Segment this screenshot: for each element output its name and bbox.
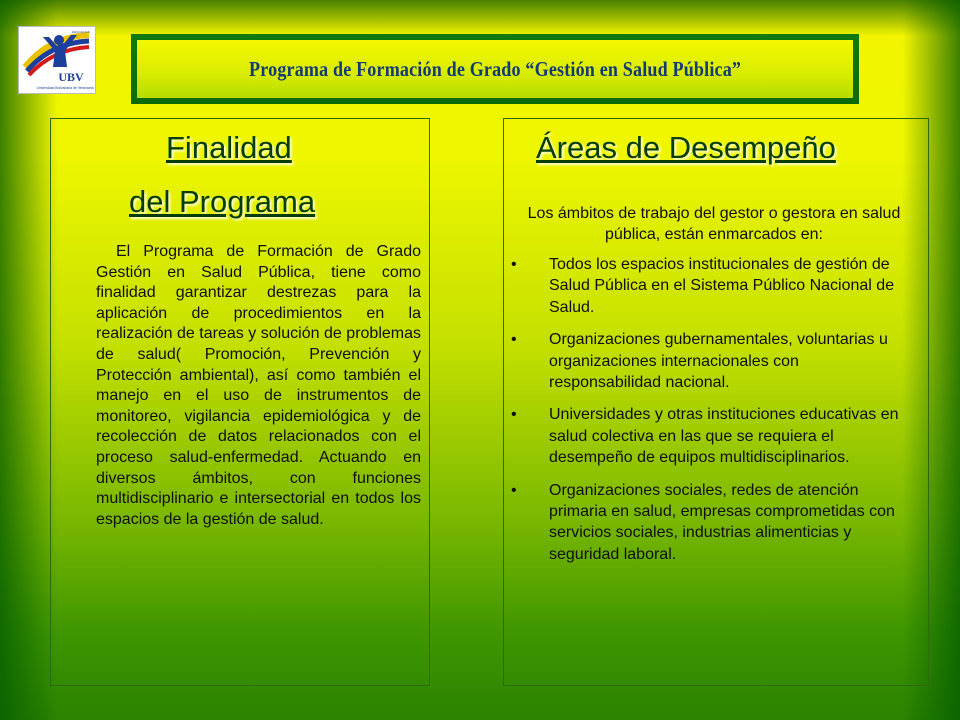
finalidad-heading-line1: Finalidad xyxy=(166,130,292,165)
ubv-logo xyxy=(18,26,96,94)
finalidad-heading-line2: del Programa xyxy=(129,184,316,219)
areas-panel xyxy=(503,118,929,686)
areas-intro: Los ámbitos de trabajo del gestor o gestora en salud pública, están enmarcados en: xyxy=(527,205,901,243)
areas-list xyxy=(504,254,924,576)
title-banner-inner xyxy=(137,40,853,98)
page-title: Programa de Formación de Grado “Gestión en Salud Pública” xyxy=(248,56,742,81)
finalidad-panel xyxy=(50,118,430,686)
list-item: • Organizaciones sociales, redes de atención primaria en salud, empresas comprometidas con servicios sociales, industrias alimenticias y seguridad laboral. xyxy=(504,480,924,566)
list-item: • Todos los espacios institucionales de gestión de Salud Pública en el Sistema Público Nacional de Salud. xyxy=(504,254,924,318)
title-banner xyxy=(131,34,859,104)
logo-arc-text: EDUCACION xyxy=(71,30,91,34)
areas-heading: Áreas de Desempeño xyxy=(536,130,836,165)
finalidad-body: El Programa de Formación de Grado Gestión en Salud Pública, tiene como finalidad garantizar destrezas para la aplicación de procedimientos en la realización de tareas y solución de problemas de salud( Promoción, Prevención y Protección ambiental), así como también el manejo en el uso de instrumentos de monitoreo, vigilancia epidemiológica y de recolección de datos relacionados con el proceso salud-enfermedad. Actuando en diversos ámbitos, con funciones multidisciplinario e intersectorial en todos los espacios de la gestión de salud. xyxy=(96,243,421,528)
list-item: • Universidades y otras instituciones educativas en salud colectiva en las que se requiera el desempeño de equipos multidisciplinarios. xyxy=(504,404,924,468)
logo-text: UBV xyxy=(58,70,84,84)
ubv-emblem-icon xyxy=(19,27,95,93)
list-item: • Organizaciones gubernamentales, voluntarias u organizaciones internacionales con responsabilidad nacional. xyxy=(504,329,924,393)
logo-subtitle: Universidad Bolivariana de Venezuela xyxy=(36,86,94,90)
